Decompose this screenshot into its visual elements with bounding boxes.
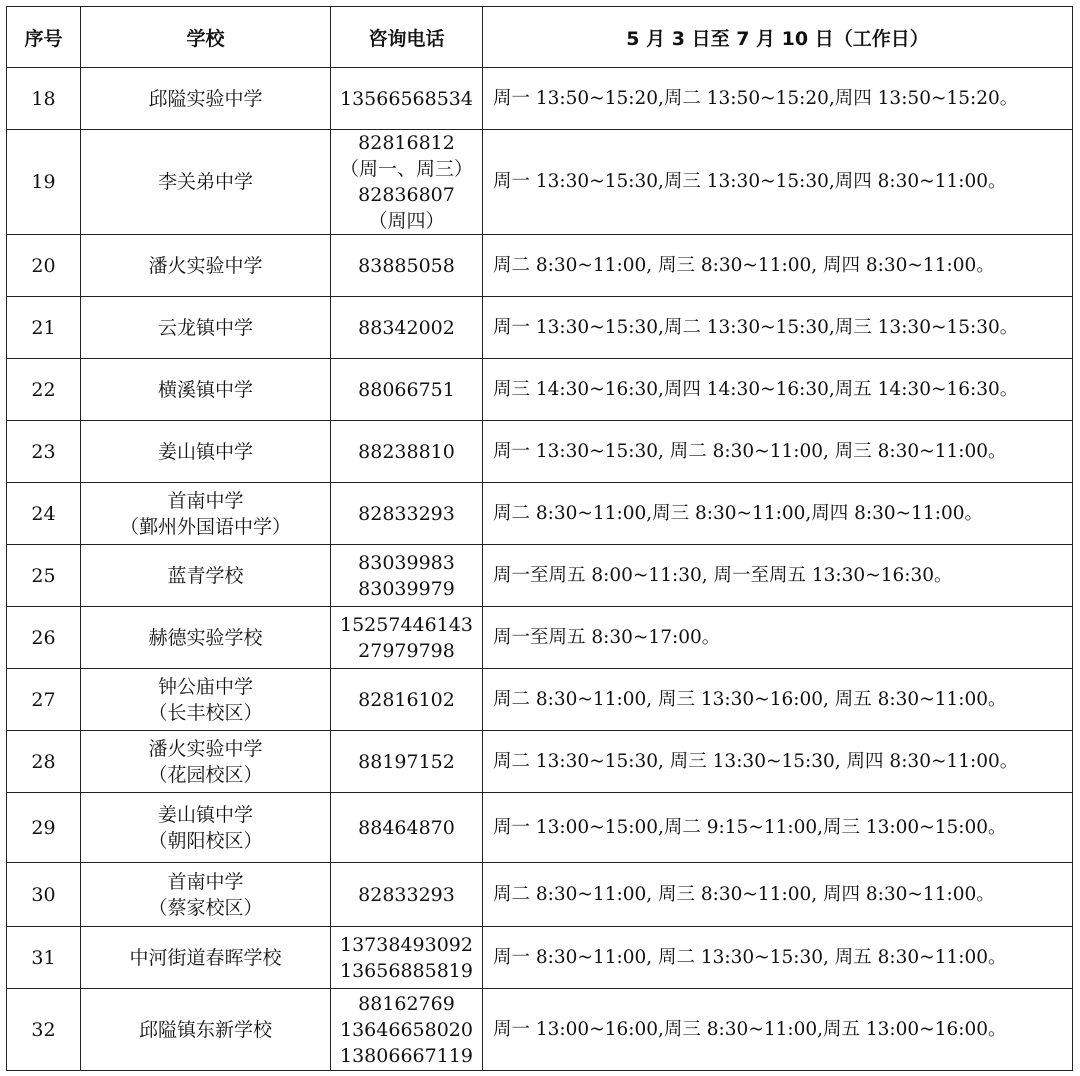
- phone-line: 82836807: [358, 184, 455, 206]
- school-name-line: 横溪镇中学: [157, 378, 253, 401]
- phone-line: 82816812: [358, 132, 455, 154]
- phone-line: 88342002: [358, 316, 455, 339]
- table-row: [7, 927, 1073, 989]
- cell-no: 31: [7, 927, 81, 989]
- school-name-line: 潘火实验中学: [148, 737, 263, 760]
- table-row: [7, 863, 1073, 927]
- table-row: [7, 545, 1073, 607]
- cell-phone: [331, 731, 483, 793]
- cell-school: [81, 130, 331, 235]
- phone-line: 82833293: [358, 883, 455, 906]
- cell-phone: [331, 235, 483, 297]
- cell-time: 周二 13:30~15:30, 周三 13:30~15:30, 周四 8:30~11:00。: [483, 731, 1073, 793]
- cell-no: 25: [7, 545, 81, 607]
- school-name-line: 云龙镇中学: [157, 316, 253, 339]
- cell-time: 周一 13:50~15:20,周二 13:50~15:20,周四 13:50~15:20。: [483, 68, 1073, 130]
- cell-phone: [331, 359, 483, 421]
- cell-phone: [331, 130, 483, 235]
- school-name-line: 首南中学: [167, 489, 244, 512]
- cell-school: [81, 483, 331, 545]
- cell-no: 21: [7, 297, 81, 359]
- cell-phone: [331, 68, 483, 130]
- phone-line: （周一、周三）: [339, 158, 473, 180]
- school-name-line: 蓝青学校: [167, 564, 244, 587]
- school-name-line: （朝阳校区）: [148, 829, 263, 852]
- cell-time: 周一至周五 8:00~11:30, 周一至周五 13:30~16:30。: [483, 545, 1073, 607]
- cell-phone: [331, 863, 483, 927]
- cell-school: [81, 545, 331, 607]
- cell-phone: [331, 545, 483, 607]
- phone-line: 82833293: [358, 502, 455, 525]
- school-name-line: 中河街道春晖学校: [129, 946, 282, 969]
- phone-line: 88464870: [358, 816, 455, 839]
- phone-line: 13806667119: [340, 1044, 473, 1067]
- cell-time: 周一 13:00~16:00,周三 8:30~11:00,周五 13:00~16:00。: [483, 989, 1073, 1071]
- phone-line: 88238810: [358, 440, 455, 463]
- cell-time: 周一 13:00~15:00,周二 9:15~11:00,周三 13:00~15:00。: [483, 793, 1073, 863]
- table-row: [7, 359, 1073, 421]
- cell-phone: [331, 483, 483, 545]
- cell-school: [81, 731, 331, 793]
- header-row: [7, 7, 1073, 68]
- phone-line: 82816102: [358, 688, 455, 711]
- phone-line: 13566568534: [340, 87, 473, 110]
- cell-school: [81, 421, 331, 483]
- cell-no: 29: [7, 793, 81, 863]
- school-name-line: 姜山镇中学: [157, 440, 253, 463]
- phone-line: 88162769: [358, 992, 455, 1015]
- cell-time: 周一 8:30~11:00, 周二 13:30~15:30, 周五 8:30~11:00。: [483, 927, 1073, 989]
- school-name-line: 赫德实验学校: [148, 626, 263, 649]
- school-name-line: （蔡家校区）: [148, 896, 263, 919]
- table-row: [7, 731, 1073, 793]
- phone-line: 83039979: [358, 577, 455, 600]
- cell-school: [81, 68, 331, 130]
- school-name-line: 潘火实验中学: [148, 254, 263, 277]
- cell-no: 24: [7, 483, 81, 545]
- cell-phone: [331, 989, 483, 1071]
- cell-school: [81, 669, 331, 731]
- table-row: [7, 669, 1073, 731]
- phone-line: （周四）: [368, 210, 445, 232]
- cell-school: [81, 607, 331, 669]
- cell-phone: [331, 927, 483, 989]
- table-row: [7, 297, 1073, 359]
- header-time: 5 月 3 日至 7 月 10 日（工作日）: [483, 7, 1073, 68]
- phone-line: 88066751: [358, 378, 455, 401]
- cell-school: [81, 297, 331, 359]
- school-name-line: 邱隘镇东新学校: [138, 1018, 272, 1041]
- table-row: [7, 130, 1073, 235]
- cell-no: 19: [7, 130, 81, 235]
- cell-school: [81, 863, 331, 927]
- phone-line: 83039983: [358, 551, 455, 574]
- school-name-line: （花园校区）: [148, 763, 263, 786]
- cell-phone: [331, 669, 483, 731]
- cell-no: 28: [7, 731, 81, 793]
- school-name-line: 邱隘实验中学: [148, 87, 263, 110]
- table-row: [7, 989, 1073, 1071]
- cell-time: 周一至周五 8:30~17:00。: [483, 607, 1073, 669]
- cell-school: [81, 989, 331, 1071]
- school-name-line: 钟公庙中学: [157, 675, 253, 698]
- school-contact-table: [6, 6, 1073, 1071]
- cell-phone: [331, 297, 483, 359]
- table-row: [7, 235, 1073, 297]
- table-row: [7, 421, 1073, 483]
- header-no: 序号: [7, 7, 81, 68]
- cell-time: 周二 8:30~11:00, 周三 8:30~11:00, 周四 8:30~11:00。: [483, 863, 1073, 927]
- school-name-line: （长丰校区）: [148, 701, 263, 724]
- cell-school: [81, 235, 331, 297]
- cell-no: 18: [7, 68, 81, 130]
- school-name-line: （鄞州外国语中学）: [119, 515, 291, 538]
- header-phone: 咨询电话: [331, 7, 483, 68]
- phone-line: 15257446143: [340, 613, 473, 636]
- table-row: [7, 607, 1073, 669]
- school-name-line: 李关弟中学: [157, 171, 253, 193]
- school-name-line: 首南中学: [167, 870, 244, 893]
- cell-time: 周二 8:30~11:00, 周三 8:30~11:00, 周四 8:30~11:00。: [483, 235, 1073, 297]
- cell-no: 30: [7, 863, 81, 927]
- cell-time: 周一 13:30~15:30,周二 13:30~15:30,周三 13:30~15:30。: [483, 297, 1073, 359]
- phone-line: 13656885819: [340, 959, 473, 982]
- table-body: [7, 68, 1073, 1071]
- cell-school: [81, 359, 331, 421]
- phone-line: 88197152: [358, 750, 455, 773]
- cell-time: 周二 8:30~11:00, 周三 13:30~16:00, 周五 8:30~11:00。: [483, 669, 1073, 731]
- cell-time: 周三 14:30~16:30,周四 14:30~16:30,周五 14:30~16:30。: [483, 359, 1073, 421]
- cell-time: 周一 13:30~15:30,周三 13:30~15:30,周四 8:30~11:00。: [483, 130, 1073, 235]
- table-row: [7, 68, 1073, 130]
- cell-time: 周二 8:30~11:00,周三 8:30~11:00,周四 8:30~11:00。: [483, 483, 1073, 545]
- phone-line: 27979798: [358, 639, 455, 662]
- cell-school: [81, 927, 331, 989]
- cell-no: 32: [7, 989, 81, 1071]
- cell-time: 周一 13:30~15:30, 周二 8:30~11:00, 周三 8:30~11:00。: [483, 421, 1073, 483]
- cell-no: 20: [7, 235, 81, 297]
- cell-phone: [331, 421, 483, 483]
- cell-phone: [331, 793, 483, 863]
- table-row: [7, 793, 1073, 863]
- school-name-line: 姜山镇中学: [157, 803, 253, 826]
- phone-line: 83885058: [358, 254, 455, 277]
- header-school: 学校: [81, 7, 331, 68]
- phone-line: 13646658020: [340, 1018, 473, 1041]
- cell-no: 22: [7, 359, 81, 421]
- cell-phone: [331, 607, 483, 669]
- cell-school: [81, 793, 331, 863]
- cell-no: 23: [7, 421, 81, 483]
- table-row: [7, 483, 1073, 545]
- phone-line: 13738493092: [340, 933, 473, 956]
- cell-no: 26: [7, 607, 81, 669]
- cell-no: 27: [7, 669, 81, 731]
